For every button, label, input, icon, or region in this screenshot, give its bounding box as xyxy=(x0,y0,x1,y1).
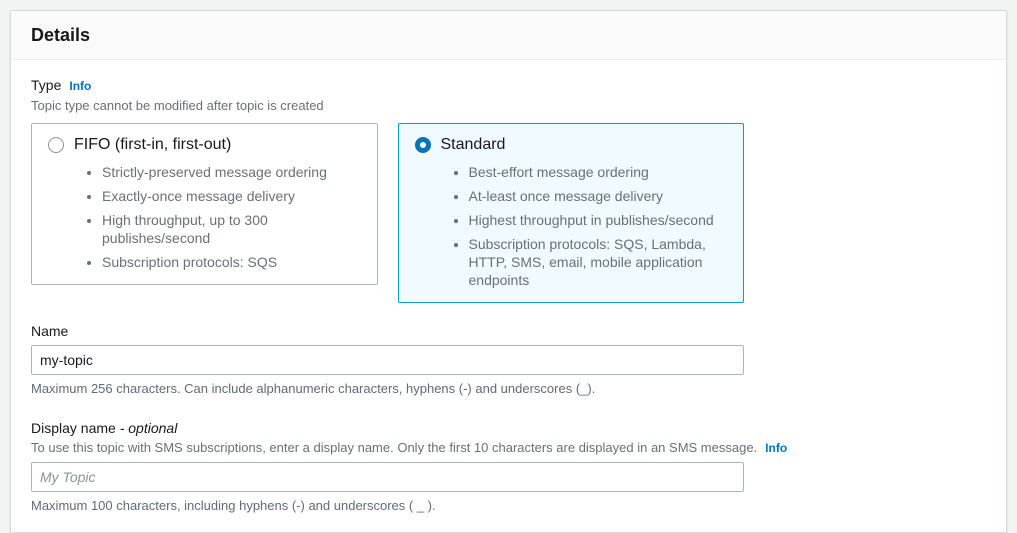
benefit-item: • Strictly-preserved message ordering xyxy=(102,163,363,181)
benefit-item: • High throughput, up to 300 publishes/second xyxy=(102,211,363,247)
display-name-description: To use this topic with SMS subscriptions, enter a display name. Only the first 10 characters are displayed in an SMS message. xyxy=(31,440,758,455)
name-input[interactable] xyxy=(31,345,744,375)
benefit-item: • Subscription protocols: SQS, Lambda, HTTP, SMS, email, mobile application endpoints xyxy=(469,235,730,289)
benefit-item: • At-least once message delivery xyxy=(469,187,730,205)
display-name-optional-text: - optional xyxy=(119,420,178,436)
panel-content xyxy=(11,60,1006,532)
standard-option-head xyxy=(413,135,730,155)
benefit-item: • Highest throughput in publishes/second xyxy=(469,211,730,229)
benefit-item: • Best-effort message ordering xyxy=(469,163,730,181)
standard-option-title: Standard xyxy=(440,136,506,153)
panel-title: Details xyxy=(31,25,91,45)
display-name-constraint: Maximum 100 characters, including hyphens (-) and underscores ( _ ). xyxy=(31,498,436,513)
fifo-option-head xyxy=(46,135,363,155)
type-label: Type xyxy=(31,77,62,93)
display-name-label xyxy=(31,419,986,437)
standard-benefits-list xyxy=(413,163,730,289)
benefit-item: • Exactly-once message delivery xyxy=(102,187,363,205)
type-section xyxy=(31,76,986,303)
standard-option-card[interactable] xyxy=(398,123,745,303)
type-info-link[interactable]: Info xyxy=(69,79,92,93)
name-section xyxy=(31,322,986,397)
display-name-description-row xyxy=(31,439,986,457)
details-panel xyxy=(10,10,1007,533)
type-description: Topic type cannot be modified after topic is created xyxy=(31,98,324,113)
type-radio-group xyxy=(31,123,744,303)
panel-header xyxy=(11,11,1006,60)
fifo-option-card[interactable] xyxy=(31,123,378,285)
name-constraint: Maximum 256 characters. Can include alphanumeric characters, hyphens (-) and underscores (_). xyxy=(31,381,596,396)
benefit-item: • Subscription protocols: SQS xyxy=(102,253,363,271)
display-name-label-text: Display name xyxy=(31,420,116,436)
fifo-benefits-list xyxy=(46,163,363,271)
display-name-section xyxy=(31,419,986,514)
fifo-option-title: FIFO (first-in, first-out) xyxy=(74,136,232,153)
display-name-info-link[interactable]: Info xyxy=(765,441,788,455)
standard-radio[interactable] xyxy=(415,137,431,153)
display-name-input[interactable] xyxy=(31,462,744,492)
fifo-radio[interactable] xyxy=(48,137,64,153)
name-label: Name xyxy=(31,323,69,339)
